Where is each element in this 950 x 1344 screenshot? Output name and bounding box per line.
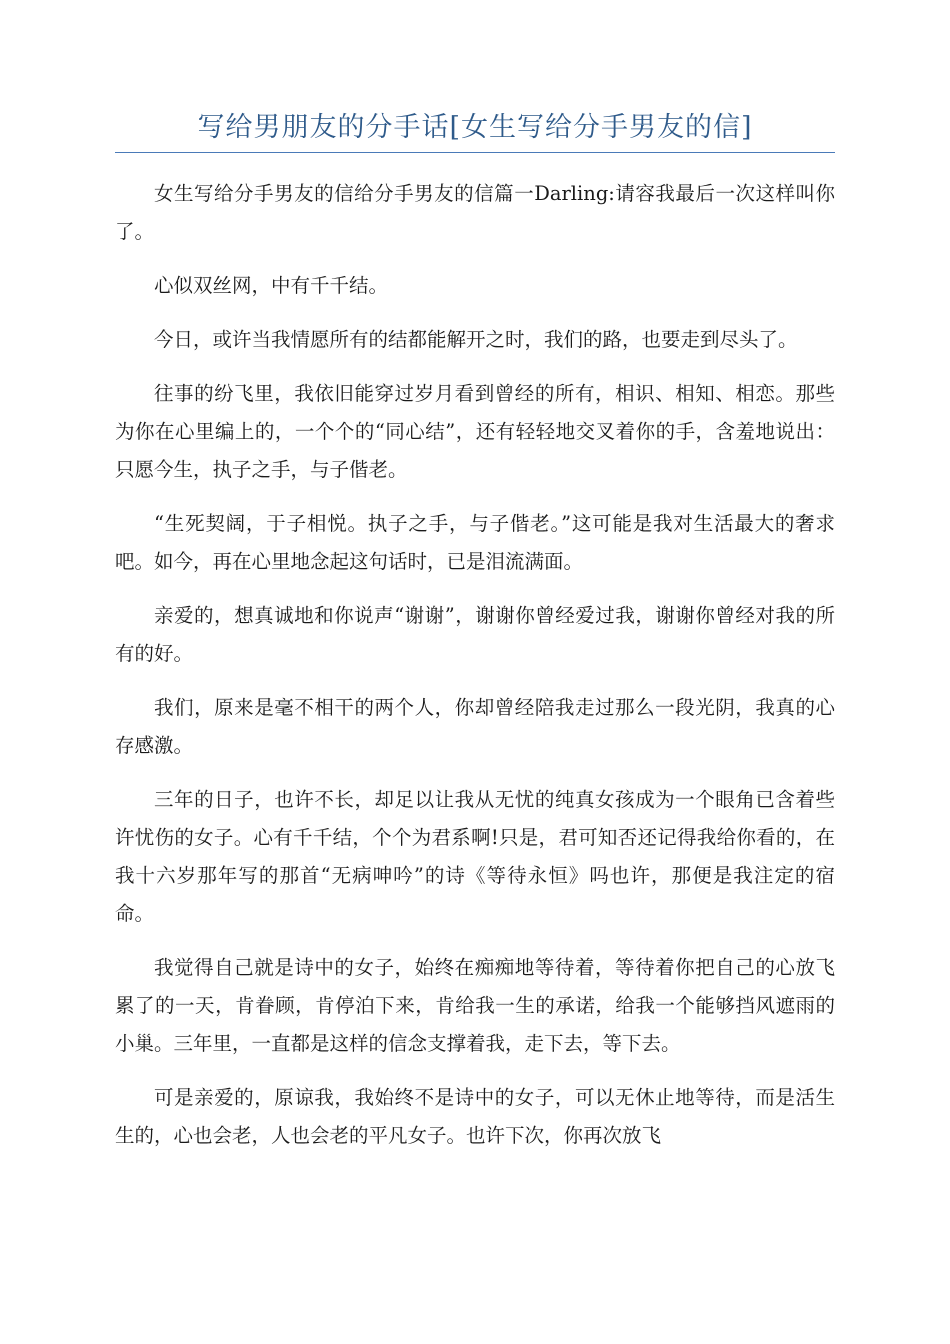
paragraph: 今日，或许当我情愿所有的结都能解开之时，我们的路，也要走到尽头了。 — [154, 328, 798, 351]
title-underline — [115, 152, 835, 153]
paragraph: 女生写给分手男友的信给分手男友的信篇一Darling:请容我最后一次这样叫你了。 — [115, 182, 835, 243]
paragraph: 心似双丝网，中有千千结。 — [154, 274, 389, 297]
document-page — [115, 108, 835, 1171]
paragraph: 可是亲爱的，原谅我，我始终不是诗中的女子，可以无休止地等待，而是活生生的，心也会老，人也会老的平凡女子。也许下次，你再次放飞 — [115, 1086, 835, 1147]
paragraph: 往事的纷飞里，我依旧能穿过岁月看到曾经的所有，相识、相知、相恋。那些为你在心里编上的，一个个的“同心结”，还有轻轻地交叉着你的手，含羞地说出：只愿今生，执子之手，与子偕老。 — [115, 382, 835, 481]
paragraph: “生死契阔，于子相悦。执子之手，与子偕老。”这可能是我对生活最大的奢求吧。如今，再在心里地念起这句话时，已是泪流满面。 — [115, 512, 835, 573]
document-body — [115, 175, 835, 1155]
paragraph: 我觉得自己就是诗中的女子，始终在痴痴地等待着，等待着你把自己的心放飞累了的一天，肯眷顾，肯停泊下来，肯给我一生的承诺，给我一个能够挡风遮雨的小巢。三年里，一直都是这样的信念支撑着我，走下去，等下去。 — [115, 956, 835, 1055]
document-title: 写给男朋友的分手话[女生写给分手男友的信] — [197, 112, 753, 143]
paragraph: 我们，原来是毫不相干的两个人，你却曾经陪我走过那么一段光阴，我真的心存感激。 — [115, 696, 835, 757]
paragraph: 三年的日子，也许不长，却足以让我从无忧的纯真女孩成为一个眼角已含着些许忧伤的女子。心有千千结，个个为君系啊!只是，君可知否还记得我给你看的，在我十六岁那年写的那首“无病呻吟”的诗《等待永恒》吗也许，那便是我注定的宿命。 — [115, 788, 835, 925]
paragraph: 亲爱的，想真诚地和你说声“谢谢”，谢谢你曾经爱过我，谢谢你曾经对我的所有的好。 — [115, 604, 835, 665]
